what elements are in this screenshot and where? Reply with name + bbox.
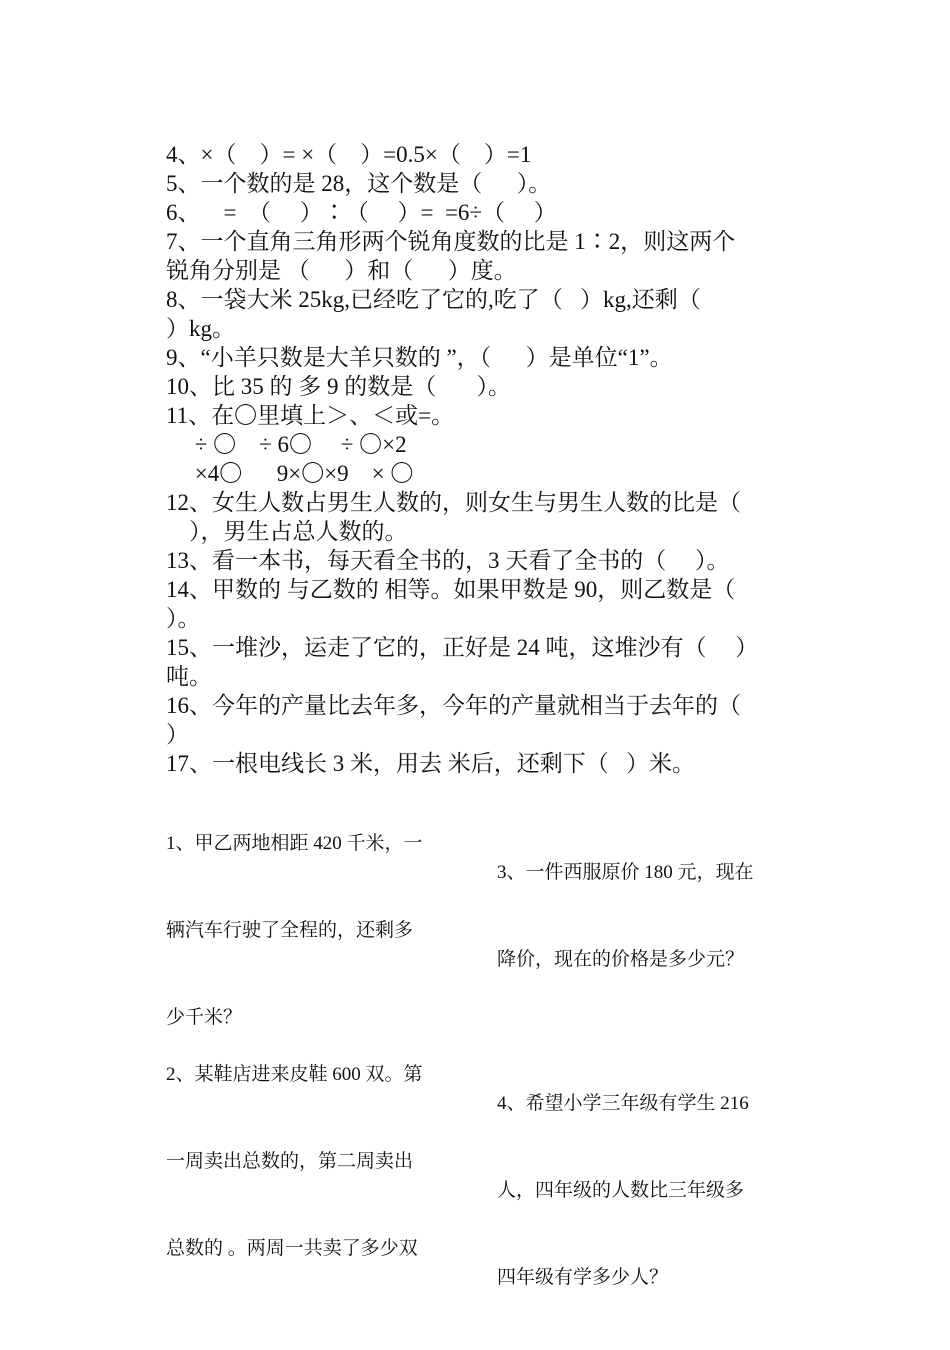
problem-line: 一周卖出总数的，第二周卖出 <box>166 1151 414 1172</box>
question-line: 吨。 <box>166 664 212 689</box>
question-line: 16、今年的产量比去年多，今年的产量就相当于去年的（ <box>166 693 741 718</box>
question-line: 14、甲数的 与乙数的 相等。如果甲数是 90，则乙数是（ <box>166 577 736 602</box>
question-line: 4、×（ ）= ×（ ）=0.5×（ ）=1 <box>166 142 532 167</box>
problem-line: 降价，现在的价格是多少元？ <box>497 949 745 970</box>
problem-line: 3、一件西服原价 180 元，现在 <box>497 862 754 883</box>
problem-line: 1、甲乙两地相距 420 千米，一 <box>166 833 423 854</box>
question-line: 10、比 35 的 多 9 的数是（ ）。 <box>166 374 511 399</box>
word-problem-2 <box>166 1002 423 1321</box>
question-line: 9、“小羊只数是大羊只数的 ”，（ ）是单位“1”。 <box>166 345 673 370</box>
question-line: 7、一个直角三角形两个锐角度数的比是 1∶2，则这两个 <box>166 229 736 254</box>
problem-line: 少千米？ <box>166 1007 243 1028</box>
question-line: ），男生占总人数的。 <box>166 519 408 544</box>
question-line: 6、 = （ ）∶（ ）= =6÷（ ） <box>166 200 557 225</box>
question-line: ） <box>166 722 189 747</box>
fill-in-questions <box>166 140 786 778</box>
problem-line: 2、某鞋店进来皮鞋 600 双。第 <box>166 1064 423 1085</box>
word-problem-4 <box>497 1031 749 1350</box>
question-line: 15、一堆沙，运走了它的，正好是 24 吨，这堆沙有（ ） <box>166 635 759 660</box>
question-line: ）。 <box>166 606 201 631</box>
question-line: 12、女生人数占男生人数的，则女生与男生人数的比是（ <box>166 490 741 515</box>
problem-line: 四年级有学多少人？ <box>497 1267 669 1288</box>
problem-line: 总数的 。两周一共卖了多少双 <box>166 1238 418 1259</box>
question-line: 锐角分别是 （ ）和（ ）度。 <box>166 258 517 283</box>
question-line: 17、一根电线长 3 米，用去 米后，还剩下（ ）米。 <box>166 751 695 776</box>
word-problem-3 <box>497 800 754 1032</box>
problem-line: 人，四年级的人数比三年级多 <box>497 1180 745 1201</box>
question-line: 8、一袋大米 25kg,已经吃了它的,吃了（ ）kg,还剩（ <box>166 287 701 312</box>
question-line: ×4〇 9×〇×9 × 〇 <box>166 461 414 486</box>
question-line: 13、看一本书，每天看全书的，3 天看了全书的（ ）。 <box>166 548 730 573</box>
question-line: ÷ 〇 ÷ 6〇 ÷ 〇×2 <box>166 432 407 457</box>
problem-line: 辆汽车行驶了全程的，还剩多 <box>166 920 414 941</box>
question-line: 11、在〇里填上＞、＜或=。 <box>166 403 455 428</box>
question-line: ）kg。 <box>166 316 235 341</box>
question-line: 5、一个数的是 28，这个数是（ ）。 <box>166 171 552 196</box>
problem-line: 4、希望小学三年级有学生 216 <box>497 1093 749 1114</box>
